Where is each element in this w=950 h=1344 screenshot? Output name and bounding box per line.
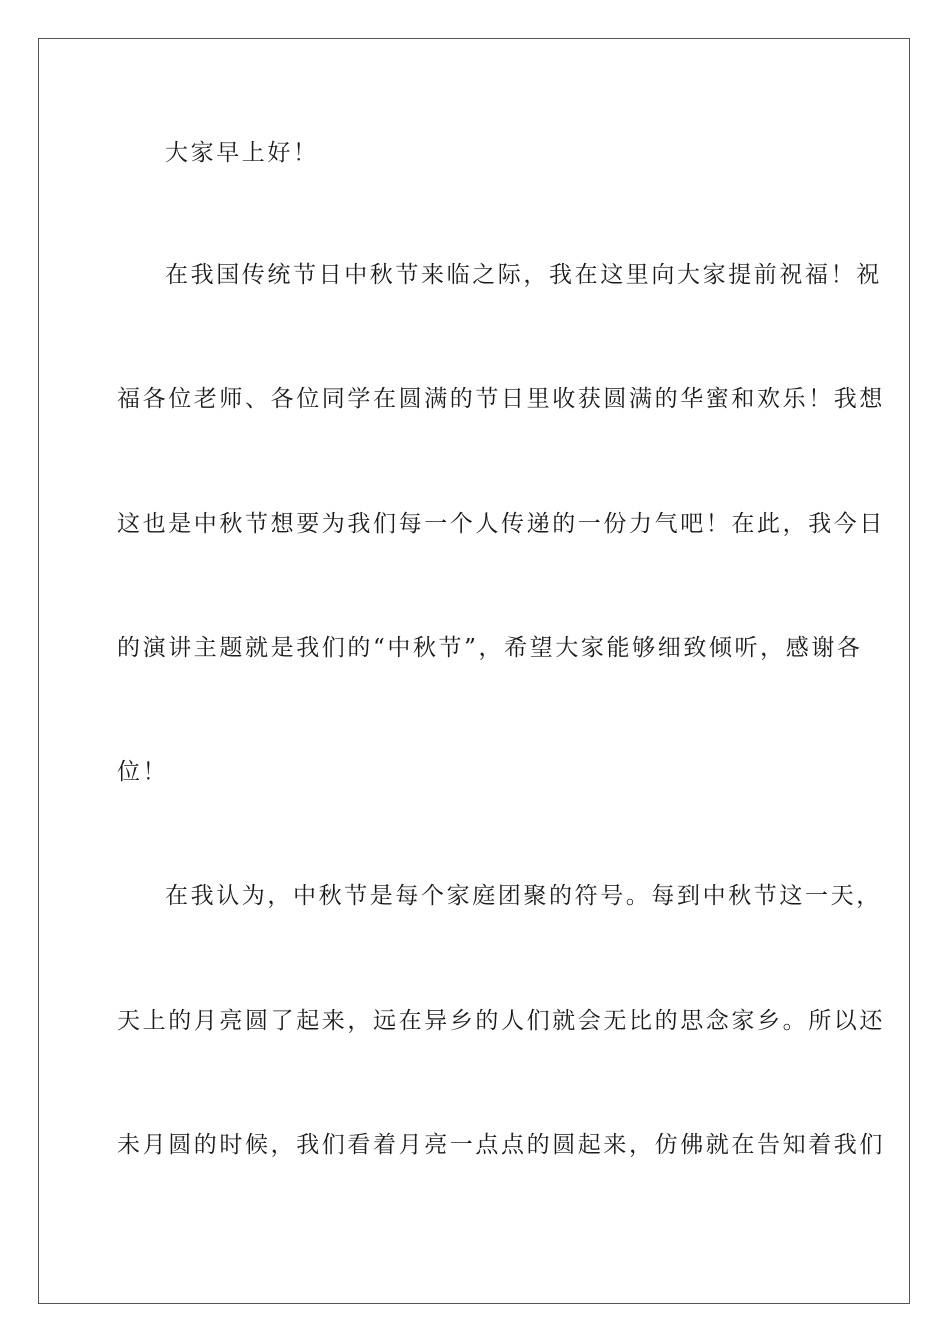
paragraph-1-line-1: 在我国传统节日中秋节来临之际，我在这里向大家提前祝福！祝 (165, 262, 882, 288)
paragraph-1-line-3: 这也是中秋节想要为我们每一个人传递的一份力气吧！在此，我今日 (117, 511, 885, 537)
paragraph-1-line-2: 福各位老师、各位同学在圆满的节日里收获圆满的华蜜和欢乐！我想 (117, 386, 885, 412)
paragraph-1-line-4: 的演讲主题就是我们的“中秋节”，希望大家能够细致倾听，感谢各 (117, 635, 863, 661)
paragraph-2-line-2: 天上的月亮圆了起来，远在异乡的人们就会无比的思念家乡。所以还 (117, 1008, 885, 1034)
paragraph-2-line-3: 未月圆的时候，我们看着月亮一点点的圆起来，仿佛就在告知着我们 (117, 1132, 885, 1158)
paragraph-2-line-1: 在我认为，中秋节是每个家庭团聚的符号。每到中秋节这一天， (165, 883, 882, 909)
page-border (38, 38, 910, 1304)
paragraph-greeting: 大家早上好！ (165, 140, 319, 166)
paragraph-1-line-5: 位！ (117, 759, 169, 785)
